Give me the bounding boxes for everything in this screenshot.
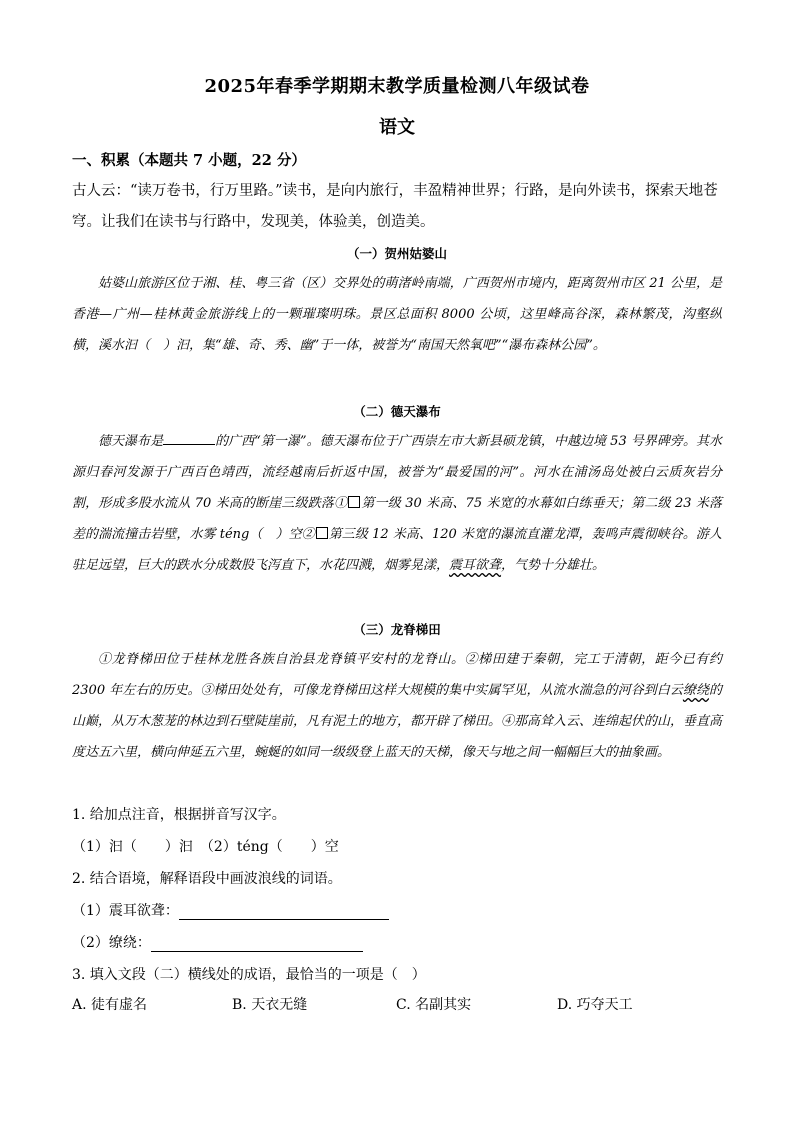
passage2-text-a: 德天瀑布是 <box>98 434 164 449</box>
section-heading: 一、积累（本题共 7 小题，22 分） <box>72 152 306 169</box>
passage3-text <box>72 644 722 768</box>
option-a[interactable]: A. 徒有虚名 <box>72 997 148 1013</box>
punctuation-box <box>348 496 360 508</box>
option-d[interactable]: D. 巧夺天工 <box>557 997 633 1013</box>
passage2-heading: （二）德天瀑布 <box>353 404 441 419</box>
passage2-text-d: 第三级 12 米高、120 米宽的瀑流直灌龙潭，轰鸣声震彻峡谷。游人驻足远望，巨大的跌水分成数股飞泻直下，水花四溅，烟雾晃漾， <box>72 527 722 573</box>
option-b[interactable]: B. 天衣无缝 <box>232 997 308 1013</box>
wavy-underlined-word: 震耳欲聋 <box>449 558 502 573</box>
question-2-item-1 <box>72 900 389 920</box>
option-c[interactable]: C. 名副其实 <box>396 997 472 1013</box>
answer-line[interactable] <box>151 937 363 952</box>
passage1-heading: （一）贺州姑婆山 <box>346 246 447 261</box>
question-2-item-2-label: （2）缭绕： <box>72 935 151 951</box>
passage2-text-b: 的广西“第一瀑”。德天瀑布位于广西崇左市大新县硕龙镇，中越边境 53 号界碑旁。其水源归春河发源于广西百色靖西，流经越南后折返中国，被誉为“最爱国的河”。河水在浦汤岛处被白云质灰岩分割，形成多股水流从 70 米高的断崖三级跌落 <box>72 434 722 511</box>
answer-line[interactable] <box>179 905 389 920</box>
question-2-item-2 <box>72 932 363 952</box>
passage2-text-c: 第一级 30 米高、75 米宽的水幕如白练垂天；第二级 23 米落差的湍流撞击岩壁，水雾 téng（ ）空 <box>72 496 722 542</box>
fill-blank <box>163 432 215 445</box>
section-intro: 古人云：“读万卷书，行万里路。”读书，是向内旅行，丰盈精神世界；行路，是向外读书，探索天地苍穹。让我们在读书与行路中，发现美，体验美，创造美。 <box>72 183 718 230</box>
question-1: 1. 给加点注音，根据拼音写汉字。 <box>72 807 286 823</box>
subject-title: 语文 <box>379 117 415 138</box>
mark-1: ① <box>334 496 348 511</box>
wavy-underlined-word: 缭绕 <box>682 683 709 698</box>
passage1-text: 姑婆山旅游区位于湘、桂、粤三省（区）交界处的萌渚岭南端，广西贺州市境内，距离贺州市区 21 公里，是香港—广州—桂林黄金旅游线上的一颗璀璨明珠。景区总面积 8000 公顷，这里峰高谷深，森林繁茂，沟壑纵横，溪水汩（ ）汩，集“雄、奇、秀、幽”于一体，被誉为“南国天然氧吧”“瀑布森林公园”。 <box>72 276 722 353</box>
exam-title: 2025年春季学期期末教学质量检测八年级试卷 <box>204 76 590 97</box>
question-1-answer-line: （1）汩（ ）汩 （2）téng（ ）空 <box>72 839 339 855</box>
question-3: 3. 填入文段（二）横线处的成语，最恰当的一项是（ ） <box>72 967 426 983</box>
passage3-heading: （三）龙脊梯田 <box>353 622 441 637</box>
passage2-text-e: ，气势十分雄壮。 <box>501 558 606 573</box>
mark-2: ② <box>301 527 315 542</box>
question-2: 2. 结合语境，解释语段中画波浪线的词语。 <box>72 871 342 887</box>
question-2-item-1-label: （1）震耳欲聋： <box>72 903 179 919</box>
passage3-text-b: 的山巅，从万木葱茏的林边到石壁陡崖前，凡有泥土的地方，都开辟了梯田。④那高耸入云、连绵起伏的山，垂直高度达五六里，横向伸延五六里，蜿蜒的如同一级级登上蓝天的天梯，像天与地之间一幅幅巨大的抽象画。 <box>72 683 723 760</box>
passage3-text-a: ①龙脊梯田位于桂林龙胜各族自治县龙脊镇平安村的龙脊山。②梯田建于秦朝，完工于清朝，距今已有约 2300 年左右的历史。③梯田处处有，可像龙脊梯田这样大规模的集中实属罕见，从流水湍急的河谷到白云 <box>72 652 722 698</box>
punctuation-box <box>316 527 328 539</box>
passage2-text <box>72 426 722 581</box>
